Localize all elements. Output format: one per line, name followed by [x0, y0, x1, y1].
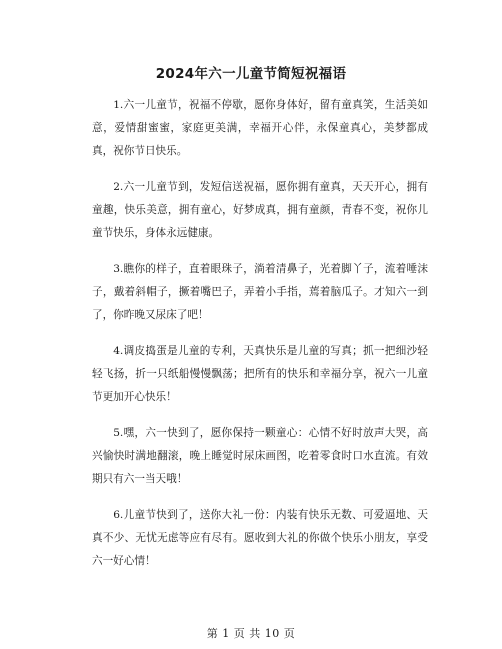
paragraph-3: 3.瞧你的样子，直着眼珠子，淌着清鼻子，光着脚丫子，流着唾沫子，戴着斜帽子，撅着嘴巴子，弄着小手指，蔫着脑瓜子。才知六一到了，你昨晚又尿床了吧！	[92, 263, 428, 321]
paragraph-1: 1.六一儿童节，祝福不停歇，愿你身体好，留有童真笑，生活美如意，爱情甜蜜蜜，家庭更美满，幸福开心伴，永保童真心，美梦都成真，祝你节日快乐。	[92, 99, 428, 157]
paragraph-2: 2.六一儿童节到，发短信送祝福，愿你拥有童真，天天开心，拥有童趣，快乐美意，拥有童心，好梦成真，拥有童颜，青春不变，祝你儿童节快乐，身体永远健康。	[92, 181, 428, 239]
document-title: 2024年六一儿童节简短祝福语	[155, 66, 347, 82]
document-body	[92, 94, 428, 586]
paragraph-5: 5.嘿，六一快到了，愿你保持一颗童心：心情不好时放声大哭，高兴愉快时满地翻滚，晚上睡觉时尿床画图，吃着零食时口水直流。有效期只有六一当天哦！	[92, 427, 428, 485]
page-number-footer: 第 1 页 共 10 页	[206, 627, 296, 640]
paragraph-4: 4.调皮捣蛋是儿童的专利，天真快乐是儿童的写真；抓一把细沙轻轻飞扬，折一只纸船慢慢飘荡；把所有的快乐和幸福分享，祝六一儿童节更加开心快乐！	[92, 345, 428, 403]
paragraph-6: 6.儿童节快到了，送你大礼一份：内装有快乐无数、可爱逼地、天真不少、无忧无虑等应有尽有。愿收到大礼的你做个快乐小朋友，享受六一好心情！	[92, 509, 428, 567]
